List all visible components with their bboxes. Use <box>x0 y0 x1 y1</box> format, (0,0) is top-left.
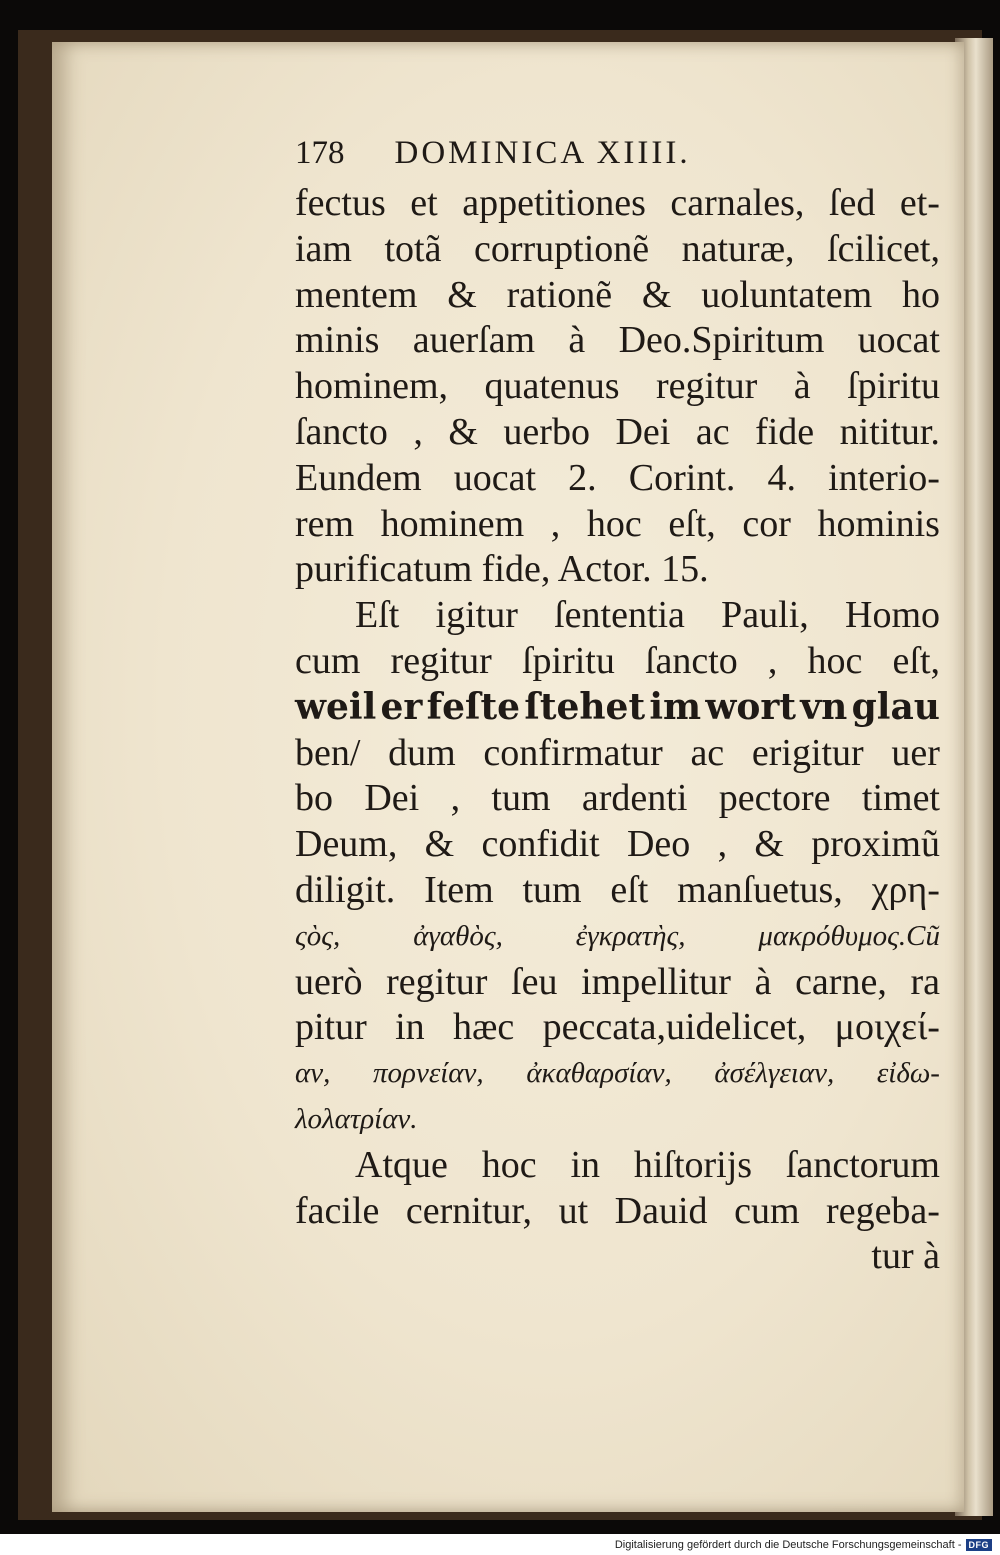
body-text <box>295 181 940 1280</box>
page-number: 178 <box>295 135 345 171</box>
text-line: hominem, quatenus regitur à ſpiritu <box>295 365 940 408</box>
text-line: weil er feſte ſtehet im wort vn glau <box>295 685 940 728</box>
digitization-footer <box>0 1534 1000 1555</box>
text-line: uerò regitur ſeu impellitur à carne, ra <box>295 960 940 1003</box>
running-title: DOMINICA XIIII. <box>394 135 691 171</box>
text-line: Deum, & confidit Deo , & proximũ <box>295 823 940 866</box>
text-line: ſancto , & uerbo Dei ac fide nititur. <box>295 410 940 453</box>
footer-credit: Digitalisierung gefördert durch die Deutsche Forschungsgemeinschaft - <box>614 1538 962 1551</box>
text-line: mentem & rationẽ & uoluntatem ho <box>295 273 940 316</box>
text-line: ben/ dum confirmatur ac erigitur uer <box>295 731 940 774</box>
text-line: ςὸς, ἀγαθὸς, ἐγκρατὴς, μακρόθυμος.Cũ <box>295 919 940 952</box>
text-line: λολατρίαν. <box>295 1102 418 1135</box>
text-line: iam totã corruptionẽ naturæ, ſcilicet, <box>295 227 940 270</box>
text-line: αν, πορνείαν, ἀκαθαρσίαν, ἀσέλγειαν, εἰδω- <box>295 1057 940 1090</box>
text-line: Eundem uocat 2. Corint. 4. interio- <box>295 456 940 499</box>
text-block <box>295 135 940 1280</box>
text-line: pitur in hæc peccata,uidelicet, μοιχεί- <box>295 1006 940 1049</box>
text-line: rem hominem , hoc eſt, cor hominis <box>295 502 940 545</box>
text-line: bo Dei , tum ardenti pectore timet <box>295 777 940 820</box>
text-line: tur à <box>871 1235 940 1278</box>
text-line: diligit. Item tum eſt manſuetus, χρη- <box>295 868 940 911</box>
text-line: cum regitur ſpiritu ſancto , hoc eſt, <box>295 639 940 682</box>
text-line: facile cernitur, ut Dauid cum regeba- <box>295 1189 940 1232</box>
text-line: minis auerſam à Deo.Spiritum uocat <box>295 319 940 362</box>
text-line: Atque hoc in hiſtorijs ſanctorum <box>355 1143 940 1186</box>
running-head <box>295 135 940 181</box>
dfg-logo-icon: DFG <box>966 1539 993 1551</box>
text-line: fectus et appetitiones carnales, ſed et- <box>295 182 940 224</box>
text-line: purificatum fide, Actor. 15. <box>295 548 709 591</box>
text-line: Eſt igitur ſententia Pauli, Homo <box>355 594 940 637</box>
